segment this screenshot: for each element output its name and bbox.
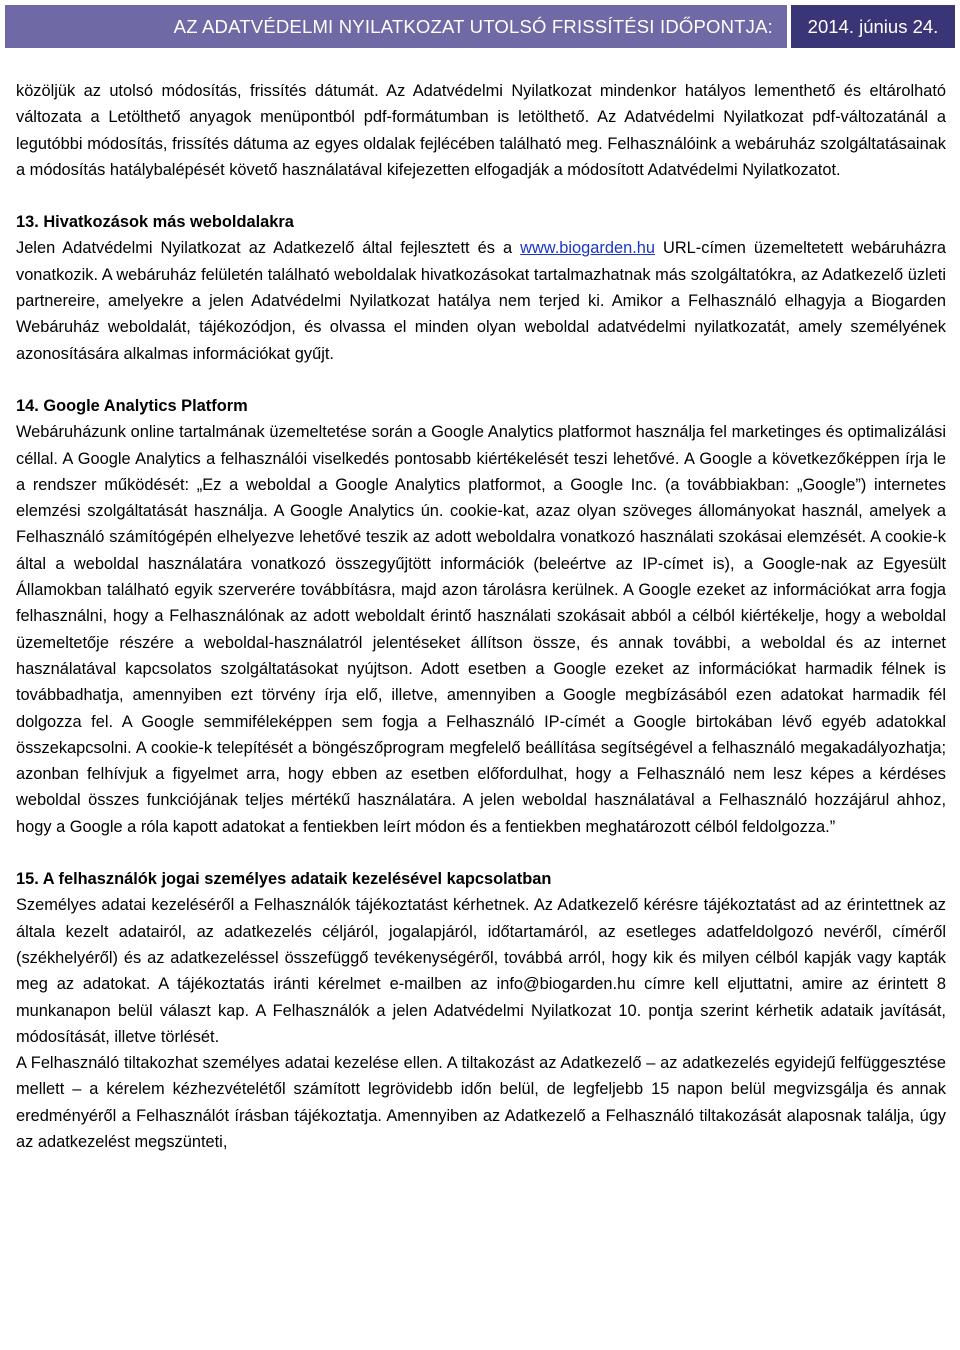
section-13-text-before-link: Jelen Adatvédelmi Nyilatkozat az Adatkezelő által fejlesztett és a bbox=[16, 239, 521, 258]
biogarden-link[interactable]: www.biogarden.hu bbox=[520, 239, 655, 258]
section-15-paragraph-2: A Felhasználó tiltakozhat személyes adatai kezelése ellen. A tiltakozást az Adatkezelő – az adatkezelés egyidejű felfüggesztése mellett – a kérelem kézhezvételétől számított legrövidebb időn belül, de legfeljebb 15 napon belül megvizsgálja és annak eredményéről a Felhasználót írásban tájékoztatja. Amennyiben az Adatkezelő a Felhasználó tiltakozását alaposnak találja, úgy az adatkezelést megszünteti, bbox=[16, 1054, 946, 1151]
section-15-heading: 15. A felhasználók jogai személyes adataik kezelésével kapcsolatban bbox=[16, 870, 552, 889]
header-title: AZ ADATVÉDELMI NYILATKOZAT UTOLSÓ FRISSÍTÉSI IDŐPONTJA: bbox=[5, 5, 787, 48]
section-15-paragraph-1: Személyes adatai kezeléséről a Felhasználók tájékoztatást kérhetnek. Az Adatkezelő kérésre tájékoztatást ad az érintettnek az általa kezelt adatairól, az adatkezelés céljáról, jogalapjáról, időtartamáról, az esetleges adatfeldolgozó nevéről, címéről (székhelyéről) és az adatkezeléssel összefüggő tevékenységéről, továbbá arról, hogy kik és milyen célból kapják vagy kapták meg az adatokat. A tájékoztatás iránti kérelmet e-mailben az info@biogarden.hu címre kell eljuttatni, amire az érintett 8 munkanapon belül választ kap. A Felhasználók a jelen Adatvédelmi Nyilatkozat 10. pontja szerint kérhetik adataik javítását, módosítását, illetve törlését. bbox=[16, 896, 946, 1046]
section-14-heading: 14. Google Analytics Platform bbox=[16, 396, 248, 415]
document-body bbox=[16, 78, 946, 1155]
section-14-paragraph: Webáruházunk online tartalmának üzemeltetése során a Google Analytics platformot használja fel marketinges és optimalizálási céllal. A Google Analytics a felhasználói viselkedés pontosabb kiértékelését teszi lehetővé. A Google a következőképpen írja le a rendszer működését: „Ez a weboldal a Google Analytics platformot, a Google Inc. (a továbbiakban: „Google”) internetes elemzési szolgáltatását használja. A Google Analytics ún. cookie-kat, azaz olyan szöveges állományokat használ, amelyek a Felhasználó számítógépén elhelyezve lehetővé teszik az adott weboldalra vonatkozó használati szokásai elemzését. A cookie-k által a weboldal használatára vonatkozó összegyűjtött információk (beleértve az IP-címet is), a Google-nak az Egyesült Államokban található egyik szerverére továbbításra, majd azon tárolásra kerülnek. A Google ezeket az információkat arra fogja felhasználni, hogy a Felhasználónak az adott weboldalt érintő használati szokásait abból a célból kiértékelje, hogy a weboldal üzemeltetője részére a weboldal-használatról jelentéseket állítson össze, és annak további, a weboldal és az internet használatával kapcsolatos szolgáltatásokat nyújtson. Adott esetben a Google ezeket az információkat harmadik félnek is továbbadhatja, amennyiben ezt törvény írja elő, illetve, amennyiben a Google megbízásából ezen adatokat harmadik fél dolgozza fel. A Google semmiféleképpen sem fogja a Felhasználó IP-címét a Google birtokában lévő egyéb adatokkal összekapcsolni. A cookie-k telepítését a böngészőprogram megfelelő beállítása segítségével a felhasználó megakadályozhatja; azonban felhívjuk a figyelmet arra, hogy ebben az esetben előfordulhat, hogy a Felhasználó nem lesz képes a kérdéses weboldal összes funkciójának teljes mértékű használatára. A jelen weboldal használatával a Felhasználó hozzájárul ahhoz, hogy a Google a róla kapott adatokat a fentiekben leírt módon és a fentiekben meghatározott célból feldolgozza.” bbox=[16, 423, 946, 836]
section-13-heading: 13. Hivatkozások más weboldalakra bbox=[16, 213, 294, 232]
section-13-paragraph bbox=[16, 235, 946, 366]
intro-paragraph: közöljük az utolsó módosítás, frissítés dátumát. Az Adatvédelmi Nyilatkozat mindenkor hatályos lementhető és eltárolható változata a Letölthető anyagok menüpontból pdf-formátumban is letölthető. Az Adatvédelmi Nyilatkozat pdf-változatánál a legutóbbi módosítás, frissítés dátuma az egyes oldalak fejlécében található meg. Felhasználóink a webáruház szolgáltatásainak a módosítás hatálybalépését követő használatával kifejezetten elfogadják a módosított Adatvédelmi Nyilatkozatot. bbox=[16, 82, 946, 179]
header-date: 2014. június 24. bbox=[791, 5, 955, 48]
section-13-text-after-link: URL-címen üzemeltetett webáruházra vonatkozik. A webáruház felületén található weboldalak hivatkozásokat tartalmazhatnak más szolgáltatókra, az Adatkezelő üzleti partnereire, amelyekre a jelen Adatvédelmi Nyilatkozat hatálya nem terjed ki. Amikor a Felhasználó elhagyja a Biogarden Webáruház weboldalát, tájékozódjon, és olvassa el minden olyan weboldal adatvédelmi nyilatkozatát, amely személyének azonosítására alkalmas információkat gyűjt. bbox=[16, 239, 946, 363]
page-header bbox=[5, 5, 955, 48]
